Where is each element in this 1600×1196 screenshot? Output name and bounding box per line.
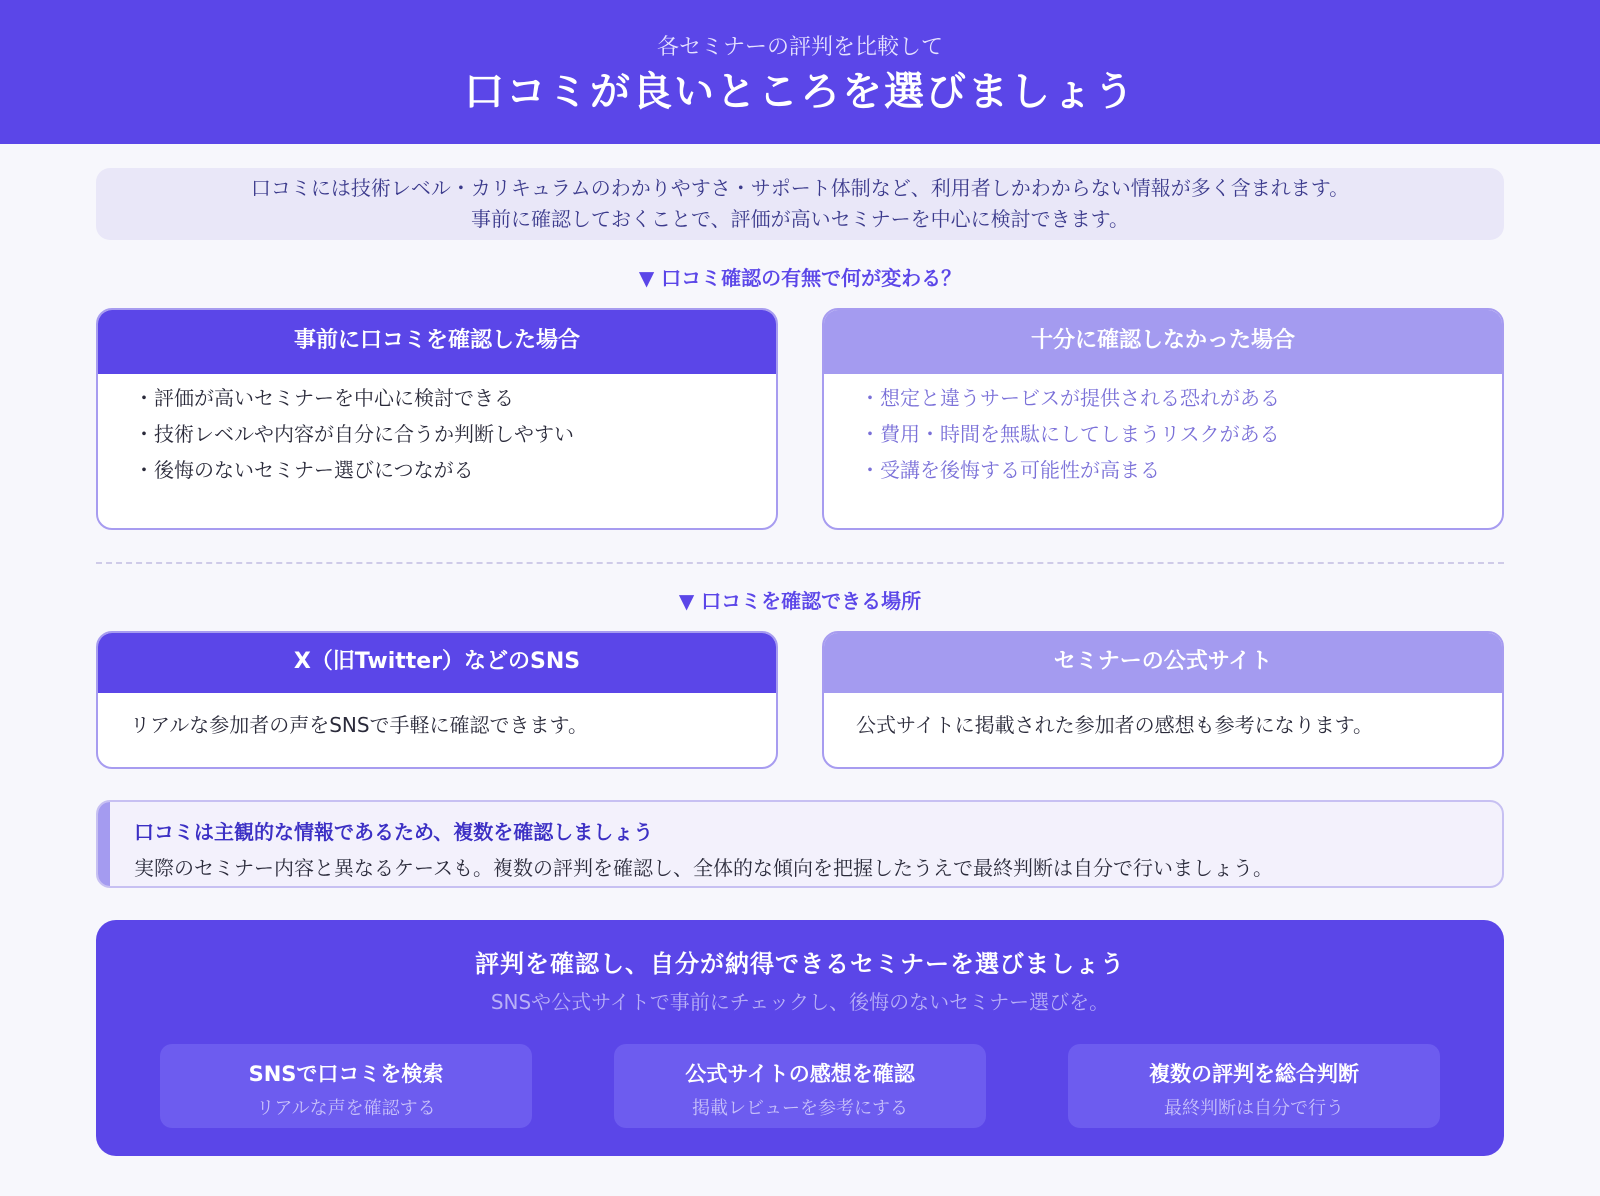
note-accent-bar <box>98 802 110 886</box>
list-item: ・想定と違うサービスが提供される恐れがある <box>860 386 1280 410</box>
list-item: ・評価が高いセミナーを中心に検討できる <box>134 386 514 410</box>
caution-note <box>96 800 1504 888</box>
step-card-sns <box>160 1044 532 1128</box>
card-title: X（旧Twitter）などのSNS <box>98 633 776 693</box>
header-subtitle: 各セミナーの評判を比較して <box>656 35 943 60</box>
note-title: 口コミは主観的な情報であるため、複数を確認しましょう <box>134 820 654 844</box>
summary-panel <box>96 920 1504 1156</box>
benefit-list <box>98 374 776 488</box>
step-title: 公式サイトの感想を確認 <box>685 1062 915 1086</box>
card-sns <box>96 631 778 769</box>
list-item: ・受講を後悔する可能性が高まる <box>860 458 1160 482</box>
card-title: 事前に口コミを確認した場合 <box>98 310 776 374</box>
list-item: ・後悔のないセミナー選びにつながる <box>134 458 474 482</box>
card-title: 十分に確認しなかった場合 <box>824 310 1502 374</box>
card-checked-reviews <box>96 308 778 530</box>
intro-line-1: 口コミには技術レベル・カリキュラムのわかりやすさ・サポート体制など、利用者しかわからない情報が多く含まれます。 <box>250 176 1350 200</box>
step-card-official <box>614 1044 986 1128</box>
note-text: 実際のセミナー内容と異なるケースも。複数の評判を確認し、全体的な傾向を把握したうえで最終判断は自分で行いましょう。 <box>134 856 1273 880</box>
list-item: ・技術レベルや内容が自分に合うか判断しやすい <box>134 422 574 446</box>
step-title: SNSで口コミを検索 <box>248 1062 444 1086</box>
section-divider <box>96 562 1504 564</box>
step-card-judgement <box>1068 1044 1440 1128</box>
card-text: 公式サイトに掲載された参加者の感想も参考になります。 <box>856 713 1373 737</box>
summary-subtitle: SNSや公式サイトで事前にチェックし、後悔のないセミナー選びを。 <box>490 990 1110 1014</box>
summary-title: 評判を確認し、自分が納得できるセミナーを選びましょう <box>475 950 1125 978</box>
intro-box <box>96 168 1504 240</box>
card-official-site <box>822 631 1504 769</box>
risk-list <box>824 374 1502 488</box>
card-title: セミナーの公式サイト <box>824 633 1502 693</box>
intro-line-2: 事前に確認しておくことで、評価が高いセミナーを中心に検討できます。 <box>471 207 1129 231</box>
page-title: 口コミが良いところを選びましょう <box>464 69 1136 115</box>
list-item: ・費用・時間を無駄にしてしまうリスクがある <box>860 422 1280 446</box>
section-heading-sources: ▼ 口コミを確認できる場所 <box>678 589 922 613</box>
step-subtitle: リアルな声を確認する <box>256 1098 436 1119</box>
card-text: リアルな参加者の声をSNSで手軽に確認できます。 <box>130 713 588 737</box>
section-heading-comparison: ▼ 口コミ確認の有無で何が変わる？ <box>638 266 962 290</box>
page-header <box>0 0 1600 144</box>
step-subtitle: 最終判断は自分で行う <box>1164 1098 1344 1119</box>
step-title: 複数の評判を総合判断 <box>1149 1062 1359 1086</box>
card-not-checked <box>822 308 1504 530</box>
step-subtitle: 掲載レビューを参考にする <box>692 1098 908 1119</box>
